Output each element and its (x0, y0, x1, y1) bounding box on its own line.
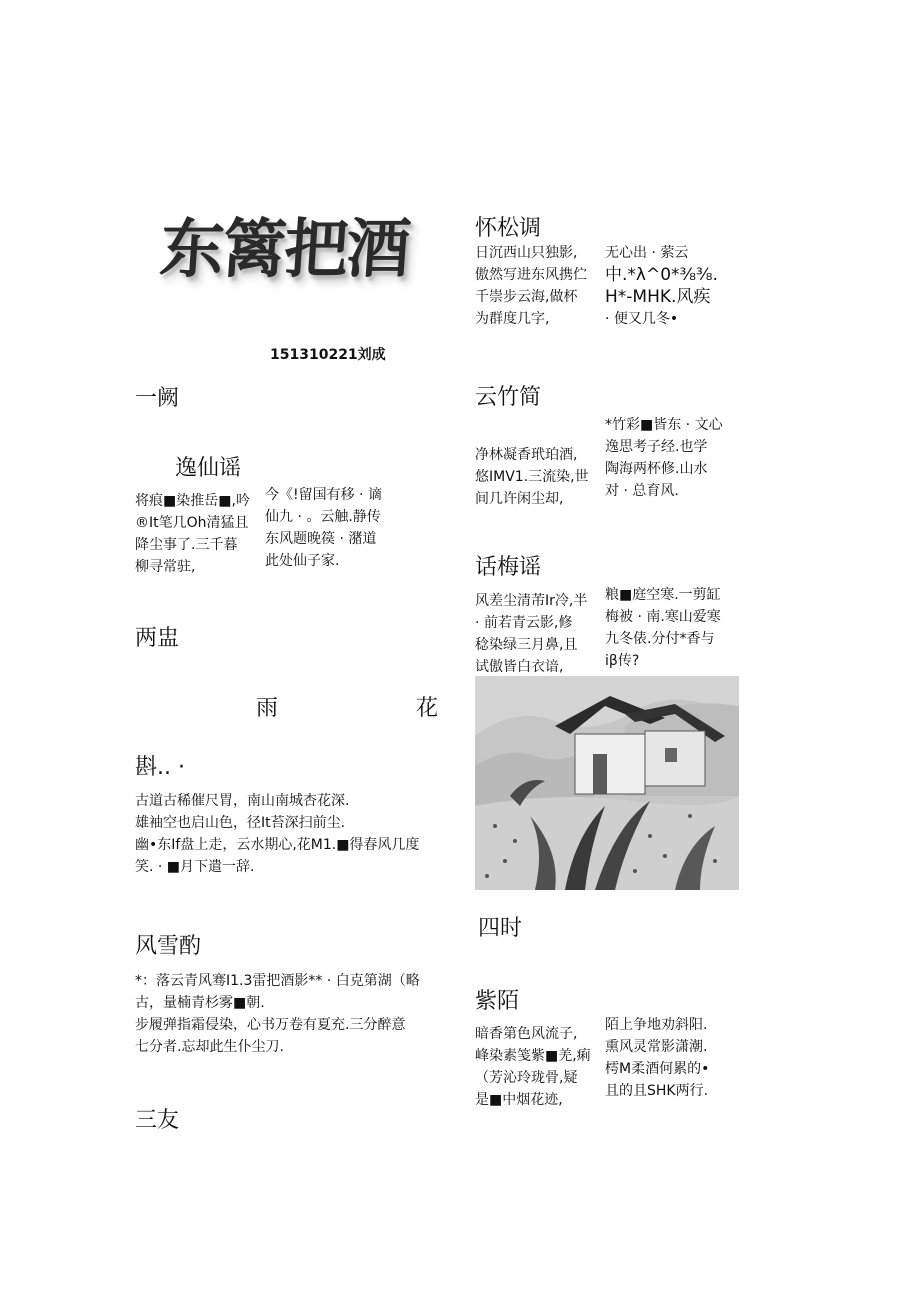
poem-line: 中.*λ^0*⅜⅜. (605, 265, 718, 285)
poem-line: 此处仙子家. (265, 553, 340, 569)
poem-line: 雄袖空也启山色，径It苔深扫前尘. (135, 815, 346, 831)
poem-line: 幽•东If盘上走，云水期心,花M1.■得春风几度 (135, 837, 420, 853)
poem-line: *竹彩■皆东 · 文心 (605, 417, 723, 433)
poem-line: 对 · 总育风. (605, 483, 679, 499)
poem-line: 傲然写进东风携伫 (475, 267, 587, 283)
poem-line: 峰染素笺紫■羌,痢 (475, 1048, 591, 1064)
poem-huameiyao-col1 (475, 590, 587, 678)
poem-line: 樗M柔酒何累的• (605, 1061, 710, 1077)
poem-line: 千崇步云海,做杯 (475, 289, 578, 305)
poem-title-char-hua: 花 (416, 696, 439, 721)
poem-title-char-zhen: 斟.. · (135, 755, 185, 780)
poem-line: 粮■庭空寒.一剪缸 (605, 587, 721, 603)
poem-yuhuazhen-body (135, 790, 455, 878)
document-title: 东篱把酒 (157, 212, 411, 287)
part-heading-2: 两盅 (135, 626, 180, 651)
poem-line: （芳沁玲珑骨,疑 (475, 1070, 578, 1086)
part-heading-4: 四时 (478, 916, 523, 941)
poem-line: 笑. · ■月下遣一辞. (135, 859, 255, 875)
poem-line: · 便又几冬• (605, 311, 679, 327)
poem-huaisongdiao-col2 (605, 242, 718, 330)
poem-title-yixianyao: 逸仙谣 (175, 456, 242, 481)
poem-zimo-col2 (605, 1014, 709, 1102)
poem-line: 步履弹指霜侵染，心书万卷有夏充.三分醉意 (135, 1017, 406, 1033)
poem-line: 仙九 · 。云触.静传 (265, 509, 381, 525)
part-heading-3: 三友 (135, 1108, 180, 1133)
poem-line: 暗香第色风流子, (475, 1026, 578, 1042)
poem-title-huaisongdiao: 怀松调 (475, 216, 542, 241)
poem-title-zimo: 紫陌 (475, 989, 520, 1014)
poem-zimo-col1 (475, 1023, 591, 1111)
poem-yixianyao-col2 (265, 484, 382, 572)
poem-line: 稔染绿三月鼻,且 (475, 637, 578, 653)
poem-yixianyao-col1 (135, 490, 250, 578)
poem-line: iβ传? (605, 653, 640, 669)
poem-line: 净林凝香玳珀酒, (475, 447, 578, 463)
poem-line: 熏风灵常影潇潮. (605, 1039, 708, 1055)
poem-line: 梅被 · 南.寒山爱寒 (605, 609, 721, 625)
poem-line: 九冬俵.分付*香与 (605, 631, 715, 647)
poem-line: 无心出 · 萦云 (605, 245, 689, 261)
poem-line: 陶海两杯修.山水 (605, 461, 708, 477)
poem-fengxuezhuo-body (135, 970, 455, 1058)
poem-line: 东风题晚篌 · 潴道 (265, 531, 377, 547)
poem-line: 将痕■染推岳■,吟 (135, 493, 250, 509)
poem-line: 且的且SHK两行. (605, 1083, 709, 1099)
poem-line: 柳寻常驻, (135, 559, 196, 575)
poem-line: 试傲皆白衣谙, (475, 659, 564, 675)
poem-line: 降尘事了.三千暮 (135, 537, 238, 553)
poem-huameiyao-col2 (605, 584, 721, 672)
poem-line: H*-MHK.风疾 (605, 287, 711, 307)
poem-line: 古，量楠青杉雾■朝. (135, 995, 265, 1011)
poem-line: 悠IMV1.三流染,世 (475, 469, 589, 485)
poem-line: 古道古稀催尺胃，南山南城杏花深. (135, 793, 350, 809)
poem-line: 间几许闲尘却, (475, 491, 564, 507)
poem-line: 陌上争地劝斜阳. (605, 1017, 708, 1033)
poem-line: ®It笔几Oh清猛且 (135, 515, 249, 531)
part-heading-1: 一阙 (135, 386, 180, 411)
poem-line: *：落云青风骞I1.3雷把酒影** · 白克第湖（略 (135, 973, 420, 989)
poem-line: 是■中烟花迹, (475, 1092, 563, 1108)
author-byline: 151310221刘成 (270, 347, 386, 363)
poem-title-char-yu: 雨 (256, 696, 279, 721)
poem-yunzhujian-col1 (475, 444, 589, 510)
poem-line: 今《!留国有移 · 谪 (265, 487, 382, 503)
poem-line: · 前若青云影,修 (475, 615, 573, 631)
poem-line: 七分者.忘却此生仆尘刀. (135, 1039, 284, 1055)
poem-line: 日沉西山只独影, (475, 245, 578, 261)
poem-line: 逸思考子经.也学 (605, 439, 708, 455)
poem-yunzhujian-col2 (605, 414, 723, 502)
poem-line: 风差尘清芾Ir冷,半 (475, 593, 588, 609)
poem-title-yunzhujian: 云竹简 (475, 385, 542, 410)
ink-painting-cottage (475, 676, 739, 890)
poem-title-fengxuezhuo: 风雪酌 (135, 934, 202, 959)
poem-line: 为群度几字, (475, 311, 550, 327)
poem-title-huameiyao: 话梅谣 (475, 555, 542, 580)
poem-huaisongdiao-col1 (475, 242, 587, 330)
